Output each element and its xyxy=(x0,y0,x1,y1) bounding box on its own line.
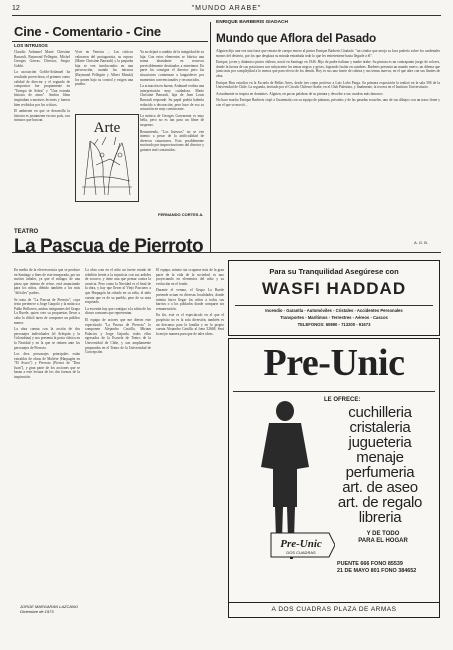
wasfi-name: WASFI HADDAD xyxy=(261,279,407,298)
barberis-kicker: ENRIQUE BARBERIS GIADACH xyxy=(216,20,288,25)
preunic-address: PUENTE 666 FONO 85539 21 DE MAYO 801 FONO 384652 xyxy=(337,561,417,574)
teatro-col3-paragraph: El equipo, mismo sin ocuparse más de la gran parte de la vida de la sociedad, es uno proyectando en elementos del niño y su evolución en el fondo. xyxy=(156,268,224,286)
teatro-column-3 xyxy=(156,268,224,603)
preunic-brand: Pre-Unic xyxy=(263,342,405,384)
page-number: 12 xyxy=(12,5,20,12)
wasfi-top-line: Para su Tranquilidad Asegúrese con xyxy=(269,267,399,276)
cine-column-2 xyxy=(75,50,133,110)
teatro-col1-paragraph: Los diez personajes principales están extraídos de obras de Molière (Harpagón en "El Avaro") y Pierroto (Pierrot de "Don Juan"), y gran parte de los acciones que se basan a este lectura de los dos formas de la inspiración. xyxy=(14,352,80,380)
cine-col1-paragraph: Claudio Ardanuel Marie Christine Barrault, Raymond Pellegrin, Michel Georges Gavras. Director, Sergio Gobbi. xyxy=(14,50,70,68)
cine-col3-paragraph: Resumiendo, "Los Intrusos" no se ven intento a pesar de la artificialidad de diversos situaciones. Esto posiblemente motivado por improvisaciones del director y guiones mal construidos. xyxy=(140,129,204,152)
cine-col2-paragraph: Vivir en Venecia ... Los críticos valoraron del protagonista, su esposo (Marie Christine Barrault) y la pequeña hija se ven involucrados en una persecución, cuando los intrusos (Raymond Pellegrin y Albert Minski) los ponen bajo su control y exigen una prueba. xyxy=(75,50,133,87)
barberis-paragraph: Alguien dijo una vez una frase que retrata de cuerpo entero al pintor Enrique Barberis Giadach: "un cóndor que arroja su lava poderío sobre los cardenales monos del desierto, por los que desplaza su mirada entrañada todo lo que les entreteniene hasta llegarle a él". xyxy=(216,49,440,58)
teatro-signature: JORGE MARGARAN LAZCANO Diciembre de 1973 xyxy=(20,604,79,614)
teatro-col3-paragraph: En fin, este es el espectáculo en el que el propósito no es la sola diversión, también es un descanso para la familia y en lo propio cuenta Alejandro Castillo al fono 52668. Será la mejor manera para que de tales ideas. xyxy=(156,313,224,336)
cine-col3-paragraph: Ya no dejará a cambio de la integridad de su hija. Con estos elementos se fabrica una trama abundante en recursos previsiblemente destinados a entretener. En parte los consigue el director pero las situaciones comienzan a languidecer por momentos convencionales y reconocidos. xyxy=(140,50,204,82)
preunic-ad xyxy=(228,338,440,618)
wasfi-services-2: Transportes - Marítimos - Terrestres - Aéreos - Cascos xyxy=(280,315,388,320)
wasfi-rule xyxy=(235,305,433,306)
cine-title-rule xyxy=(12,41,208,42)
barberis-paragraph: Actualmente se inspira en dominios. Alguien, en pocas palabras de su pintura y describe a sus cuadros más famosos. xyxy=(216,91,384,96)
preunic-item: cuchilleria xyxy=(348,404,412,421)
arte-illustration xyxy=(75,114,139,202)
barberis-paragraph: Enrique, joven y dinámico pintor chileno, nació en Santiago en 1946. Hijo de padre italiano y madre árabe. Su pintura es un contrapunto juego de colores, donde la fuerza de sus posiciones son subyacente los temas negros y grises, logrando fusión en cumbres. Barberis presenta un mundo nuevo, un dilema que junto más por complejidad a lo menos que para efecto de los demás. Hoy es sus una fuerte de cabeza y sus temas nuevos, en el que abre con sus límites de obra. xyxy=(216,60,440,78)
teatro-col1-paragraph: Se trata de "La Pascua de Pierroto", cuya texto pertenece a Jorge Garpolo y la música a Pablo Bellorero, ambos integrantes del Grupo La Ruede, quien creo su propuestas llevar a cabo la difícil tarea de componer un público menor. xyxy=(14,297,80,325)
wasfi-services-1: Incendio - Garantía - Automóviles - Cristales - Accidentes Personales xyxy=(265,308,403,313)
teatro-col2-paragraph: El equipo de actores que me dieron este espectáculo "La Pascua de Pierroto" lo componen Alejandro Castillo, Miriam Palacios y Jorge Gajardo, todos ellos egresados de la Escuela de Teatro de la Universidad de Chile, y son ampliamente preparados en el Teatro de la Universidad de Concepción. xyxy=(85,317,151,355)
cine-kicker: LOS INTRUSOS xyxy=(14,43,48,48)
figure-body xyxy=(261,423,309,507)
preunic-item: art. de regalo xyxy=(337,494,423,511)
cine-title: Cine - Comentario - Cine xyxy=(14,24,161,39)
cine-col1-paragraph: La asociación Gobbi-Ardanuel ha resultado provechosa, el primero como calidad de director y el segundo de compositor fue propiamente en "Tiempo de Sobra" y "Una extraña historia de amor". Ambos films inspiraban a nuestros lectores y fueron bien recibidos por los críticos. xyxy=(14,70,70,107)
page-header xyxy=(12,5,441,15)
preunic-items-list xyxy=(321,405,439,525)
preunic-item: cristaleria xyxy=(349,419,411,436)
barberis-body xyxy=(216,49,440,239)
column-divider xyxy=(210,22,211,252)
preunic-item: menaje xyxy=(356,449,404,466)
preunic-footer-bar xyxy=(229,602,439,617)
preunic-le-ofrece: LE OFRECE: xyxy=(324,397,361,403)
teatro-col1-paragraph: En medio de la efervescencia que se produce en Santiago a fines de este temporada, por un motivo inhalei, ya que el milagro de una pieza que intenta de reírse, está anunciando para los niños, debido también a los más "difíciles" padres. xyxy=(14,268,80,295)
cine-col3-paragraph: La actuación en buena, Ardanuel realiza una interpretación muy cuidadosa. Marie Christine Barrault, hija de Jean Louis Barrault responde. Su papel podría haberla reducido a decoración, pero hace de eso su actuación en muy convincente. xyxy=(140,84,204,112)
cine-col1-paragraph: El ambiente en que se desarrolla la historia es justamente en otro país, con intrusos que buscan. xyxy=(14,109,70,123)
teatro-col1-paragraph: La obra cuenta con la acción de dos personajes individuales (el Arlequín y la Colombina) y nos presenta la posta clásica en la Navidad y en la que se reúnen ante los personajes de Pierroto. xyxy=(14,327,80,350)
arte-label: Arte xyxy=(93,120,121,136)
preunic-rule xyxy=(233,391,435,392)
teatro-title: La Pascua de Pierroto xyxy=(14,236,204,257)
preunic-footer: A DOS CUADRAS PLAZA DE ARMAS xyxy=(271,606,397,613)
sign-sub: DOS CUADRAS xyxy=(286,550,316,555)
sign-brand: Pre-Unic xyxy=(280,538,322,550)
wasfi-haddad-ad xyxy=(228,260,440,336)
arte-drawing xyxy=(76,115,138,201)
figure-head xyxy=(276,401,294,421)
barberis-paragraph: Enrique Bias estudios en la Escuela de Bellas Artes, desde tres como profesor a Luis Lobo Parga. Su primera exposición la realizó en la sala 506 de la Universidad de Chile. La segunda, invitado por el Circulo Chileno-Árabe, en el Club Palestino, y finalmente, la tercera en el Instituto Universitario. xyxy=(216,80,440,90)
teatro-kicker: TEATRO xyxy=(14,229,39,235)
barberis-title: Mundo que Aflora del Pasado xyxy=(216,31,376,45)
teatro-column-1 xyxy=(14,268,80,603)
preunic-item: jugueteria xyxy=(348,434,412,451)
wasfi-phones: TELEFONOS: 60890 - 713200 - 91673 xyxy=(297,322,371,327)
header-rule xyxy=(12,15,441,16)
barberis-paragraph: No hace mucho Enrique Barberis viajó a Guatemala con su equipo de pinturas, privados y de las pasadas escuelas, uno de sus dibujos con un trazo firme y con el que se movió... xyxy=(216,98,440,107)
preunic-hogar: Y DE TODO PARA EL HOGAR xyxy=(358,531,408,544)
cine-column-1 xyxy=(14,50,70,218)
preunic-item: art. de aseo xyxy=(342,479,418,496)
cine-col3-paragraph: La música de Georges Garvarentz es muy bella, pero no es tan para un filme de suspenso. xyxy=(140,113,204,127)
teatro-col3-paragraph: Durante el verano, el Grupo La Ruede pretende actuar en diversas localidades, donde intenta hacer llegar los niños a todos sus barrios o a los poblados donde comparte sin remuneración. xyxy=(156,288,224,311)
teatro-col2-paragraph: La obra crea en el niño un fuerte estado de rebelión frente a la injusticia con sus ardides de socorro, y tiene una que pensar contra la avaricia. Pero como la Navidad es el final de la obra, y hay que llevar al Viejo Pascuero a que Harpagón ha robado en su niño, el niño cuenta que es de su pueblo, pero de su nota respetado. xyxy=(85,268,151,305)
publication-name: "MUNDO ARABE" xyxy=(191,5,262,12)
preunic-illustration xyxy=(235,397,335,593)
cine-byline: FERNANDO CORTES A. xyxy=(158,212,204,217)
barberis-signature: A. G. B. xyxy=(414,240,429,245)
preunic-item: libreria xyxy=(358,509,402,526)
teatro-column-2 xyxy=(85,268,151,603)
preunic-item: perfumeria xyxy=(345,464,415,481)
teatro-col2-paragraph: La escenita hay que contiguo a la sátira de los dioses comunes que representan. xyxy=(85,306,151,316)
